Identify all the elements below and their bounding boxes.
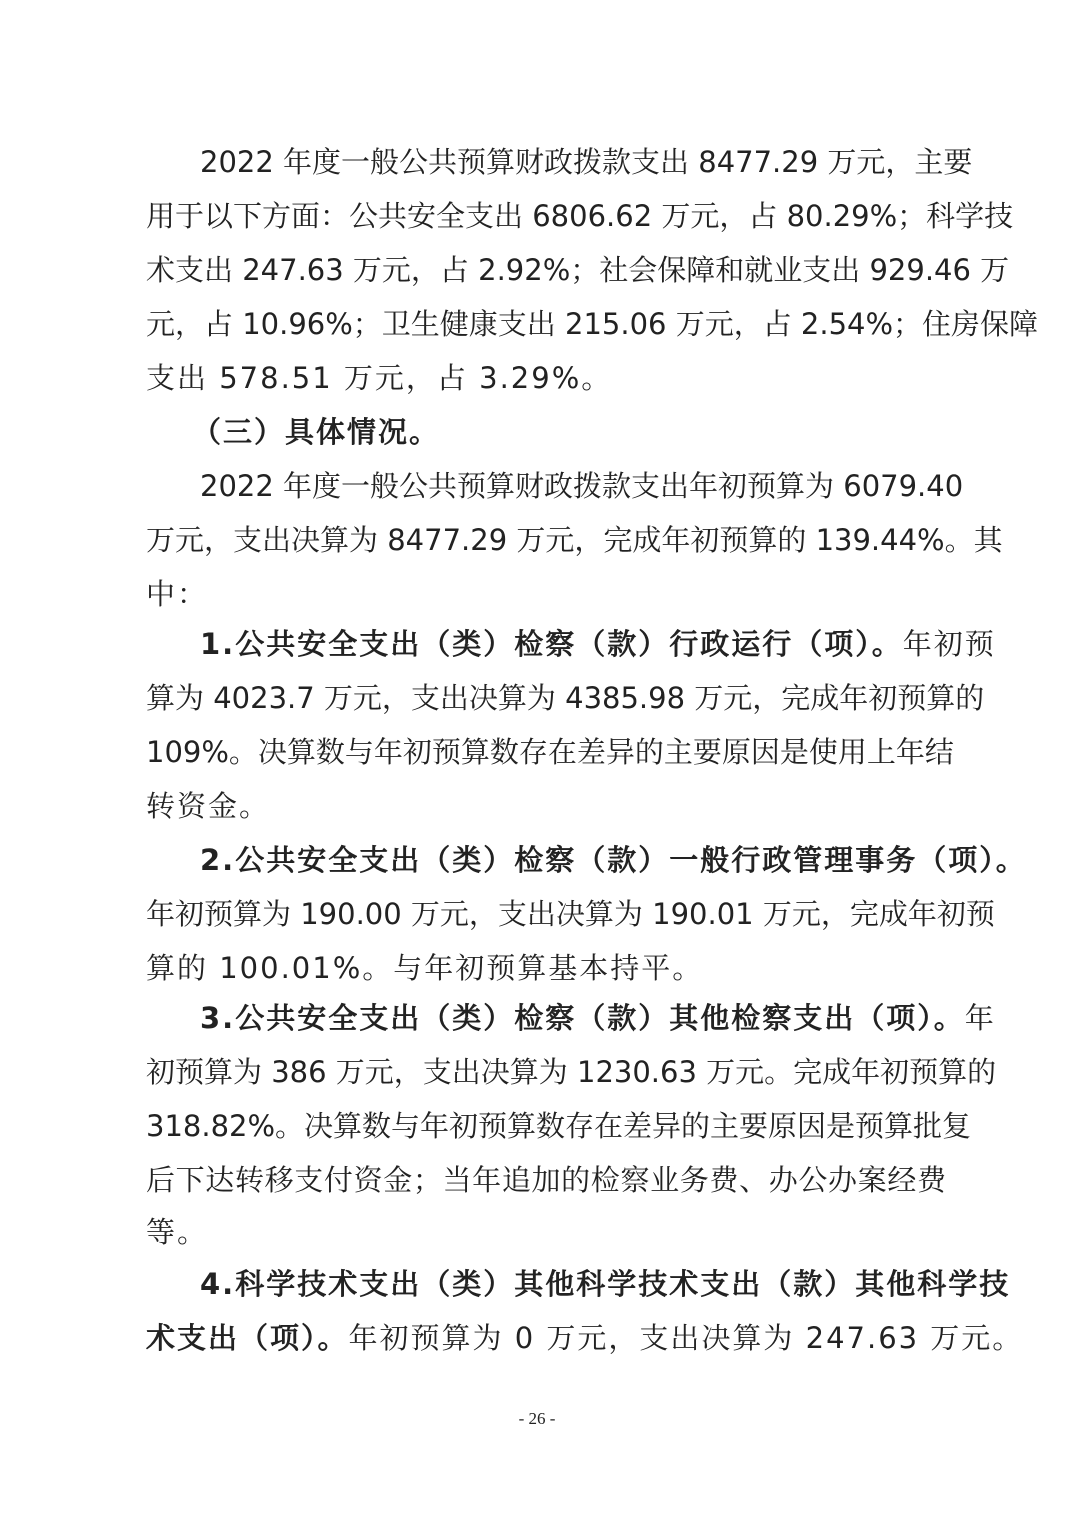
item3-line1-rest: 年 bbox=[964, 1001, 996, 1035]
item2-heading: 2.公共安全支出（类）检察（款）一般行政管理事务（项）。 bbox=[200, 843, 1027, 877]
item3-line4: 后下达转移支付资金；当年追加的检察业务费、办公办案经费 bbox=[146, 1163, 946, 1197]
item3-line5: 等。 bbox=[146, 1215, 209, 1249]
item2-line2: 年初预算为 190.00 万元，支出决算为 190.01 万元，完成年初预 bbox=[146, 897, 995, 931]
item1-line3: 109%。决算数与年初预算数存在差异的主要原因是使用上年结 bbox=[146, 735, 954, 769]
item4-line2 bbox=[146, 1318, 1024, 1358]
item4-heading-line1: 4.科学技术支出（类）其他科学技术支出（款）其他科学技 bbox=[200, 1267, 1011, 1301]
page-number: - 26 - bbox=[518, 1409, 556, 1428]
item1-line4: 转资金。 bbox=[146, 789, 271, 823]
item1-line1 bbox=[200, 624, 996, 664]
section-heading: （三）具体情况。 bbox=[192, 415, 441, 449]
item1-heading: 1.公共安全支出（类）检察（款）行政运行（项）。 bbox=[200, 627, 903, 661]
paragraph1-line1: 2022 年度一般公共预算财政拨款支出 8477.29 万元，主要 bbox=[200, 145, 973, 179]
paragraph2-line2: 万元，支出决算为 8477.29 万元，完成年初预算的 139.44%。其 bbox=[146, 523, 1003, 557]
paragraph2-line3: 中： bbox=[146, 577, 209, 611]
item3-line2: 初预算为 386 万元，支出决算为 1230.63 万元。完成年初预算的 bbox=[146, 1055, 997, 1089]
item1-line1-rest: 年初预 bbox=[902, 627, 996, 661]
paragraph1-line3: 术支出 247.63 万元，占 2.92%；社会保障和就业支出 929.46 万 bbox=[146, 253, 1010, 287]
item1-line2: 算为 4023.7 万元，支出决算为 4385.98 万元，完成年初预算的 bbox=[146, 681, 985, 715]
item2-line3: 算的 100.01%。与年初预算基本持平。 bbox=[146, 951, 704, 985]
item4-line2-rest: 年初预算为 0 万元，支出决算为 247.63 万元。 bbox=[348, 1321, 1024, 1355]
item3-line3: 318.82%。决算数与年初预算数存在差异的主要原因是预算批复 bbox=[146, 1109, 972, 1143]
paragraph1-line2: 用于以下方面：公共安全支出 6806.62 万元，占 80.29%；科学技 bbox=[146, 199, 1014, 233]
paragraph1-line5: 支出 578.51 万元，占 3.29%。 bbox=[146, 361, 613, 395]
item3-heading: 3.公共安全支出（类）检察（款）其他检察支出（项）。 bbox=[200, 1001, 965, 1035]
paragraph2-line1: 2022 年度一般公共预算财政拨款支出年初预算为 6079.40 bbox=[200, 469, 964, 503]
paragraph1-line4: 元，占 10.96%；卫生健康支出 215.06 万元，占 2.54%；住房保障 bbox=[146, 307, 1039, 341]
item3-line1 bbox=[200, 998, 996, 1038]
item4-heading-line2: 术支出（项）。 bbox=[146, 1321, 349, 1355]
